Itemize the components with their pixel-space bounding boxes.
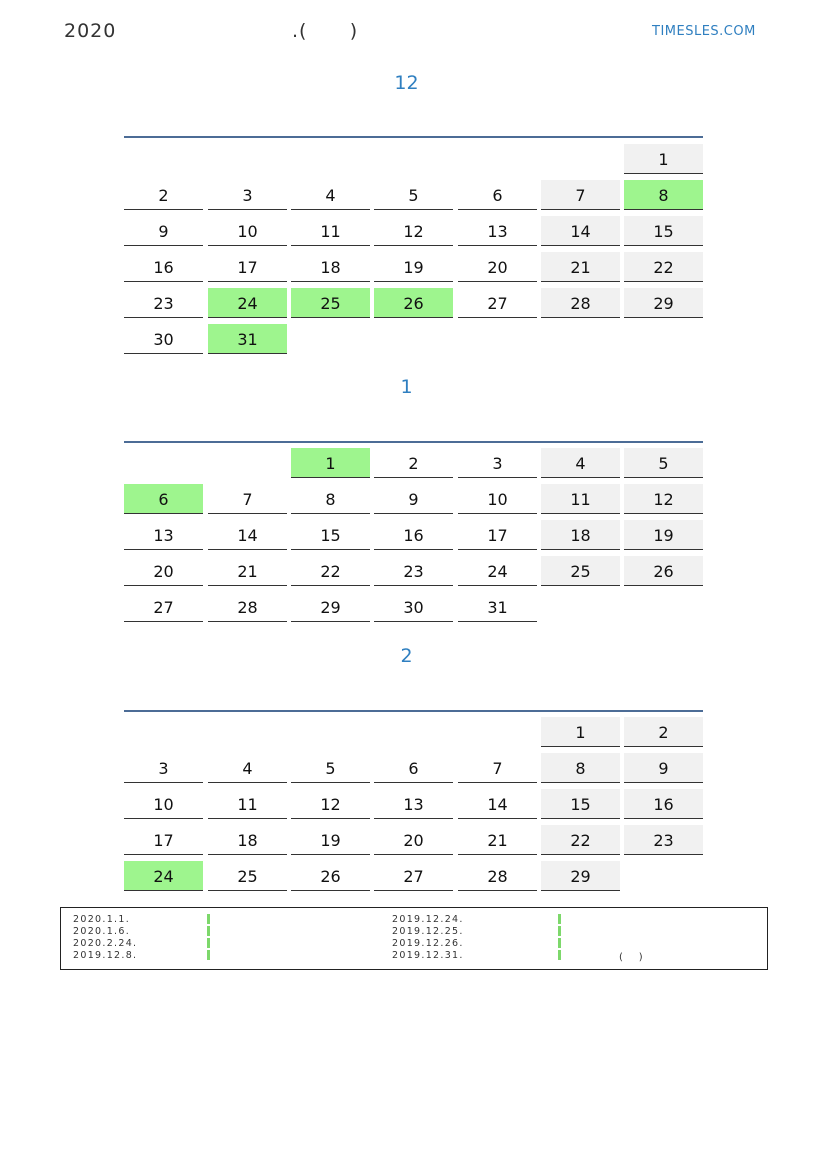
- calendar-day: 26: [624, 556, 703, 586]
- calendar-day: 8: [624, 180, 703, 210]
- calendar-day: 10: [124, 789, 203, 819]
- calendar-day: 19: [291, 825, 370, 855]
- calendar-day: 13: [124, 520, 203, 550]
- calendar-day: 16: [124, 252, 203, 282]
- calendar-day: 29: [541, 861, 620, 891]
- holiday-marker: [207, 914, 210, 924]
- month-title: 12: [394, 72, 419, 94]
- calendar-day: 11: [291, 216, 370, 246]
- calendar-day: 3: [124, 753, 203, 783]
- calendar-day: 19: [374, 252, 453, 282]
- calendar-day: 22: [541, 825, 620, 855]
- legend-date: 2019.12.26.: [392, 938, 464, 949]
- calendar-day: 2: [624, 717, 703, 747]
- month-rule: [124, 441, 703, 443]
- calendar-day: 14: [541, 216, 620, 246]
- calendar-day: 21: [208, 556, 287, 586]
- calendar-day: 17: [208, 252, 287, 282]
- calendar-day: 15: [291, 520, 370, 550]
- holiday-marker: [558, 926, 561, 936]
- holiday-marker: [207, 938, 210, 948]
- calendar-day: 1: [541, 717, 620, 747]
- calendar-day: 23: [124, 288, 203, 318]
- calendar-day: 7: [541, 180, 620, 210]
- calendar-day: 13: [374, 789, 453, 819]
- calendar-day: 4: [208, 753, 287, 783]
- calendar-day: 6: [124, 484, 203, 514]
- calendar-day: 18: [291, 252, 370, 282]
- calendar-day: 27: [374, 861, 453, 891]
- calendar-day: 21: [458, 825, 537, 855]
- calendar-day: 29: [291, 592, 370, 622]
- calendar-day: 28: [208, 592, 287, 622]
- calendar-day: 31: [208, 324, 287, 354]
- calendar-day: 24: [124, 861, 203, 891]
- calendar-day: 25: [208, 861, 287, 891]
- calendar-day: 5: [624, 448, 703, 478]
- calendar-day: 1: [291, 448, 370, 478]
- calendar-day: 28: [541, 288, 620, 318]
- calendar-day: 25: [291, 288, 370, 318]
- legend-date: 2020.1.1.: [73, 914, 131, 925]
- calendar-day: 9: [374, 484, 453, 514]
- calendar-day: 2: [124, 180, 203, 210]
- calendar-day: 17: [458, 520, 537, 550]
- calendar-day: 21: [541, 252, 620, 282]
- calendar-day: 31: [458, 592, 537, 622]
- calendar-day: 7: [208, 484, 287, 514]
- calendar-day: 11: [208, 789, 287, 819]
- calendar-day: 4: [291, 180, 370, 210]
- calendar-day: 24: [458, 556, 537, 586]
- calendar-day: 6: [374, 753, 453, 783]
- calendar-day: 9: [624, 753, 703, 783]
- calendar-day: 18: [541, 520, 620, 550]
- legend-date: 2019.12.31.: [392, 950, 464, 961]
- calendar-day: 23: [624, 825, 703, 855]
- month-rule: [124, 710, 703, 712]
- calendar-day: 11: [541, 484, 620, 514]
- calendar-day: 8: [541, 753, 620, 783]
- calendar-day: 3: [458, 448, 537, 478]
- holiday-marker: [558, 914, 561, 924]
- calendar-day: 4: [541, 448, 620, 478]
- calendar-day: 17: [124, 825, 203, 855]
- calendar-day: 28: [458, 861, 537, 891]
- calendar-day: 29: [624, 288, 703, 318]
- calendar-day: 24: [208, 288, 287, 318]
- calendar-day: 5: [374, 180, 453, 210]
- calendar-day: 27: [458, 288, 537, 318]
- calendar-day: 15: [541, 789, 620, 819]
- calendar-day: 15: [624, 216, 703, 246]
- calendar-day: 20: [124, 556, 203, 586]
- legend-date: 2020.2.24.: [73, 938, 138, 949]
- calendar-day: 10: [208, 216, 287, 246]
- calendar-day: 8: [291, 484, 370, 514]
- calendar-day: 10: [458, 484, 537, 514]
- calendar-day: 5: [291, 753, 370, 783]
- calendar-day: 25: [541, 556, 620, 586]
- holiday-marker: [558, 950, 561, 960]
- header-subtitle: .( ): [292, 20, 359, 42]
- holiday-marker: [207, 926, 210, 936]
- legend-note: ( ): [619, 952, 643, 963]
- calendar-day: 3: [208, 180, 287, 210]
- calendar-day: 6: [458, 180, 537, 210]
- calendar-day: 1: [624, 144, 703, 174]
- legend-date: 2020.1.6.: [73, 926, 131, 937]
- site-link[interactable]: TIMESLES.COM: [652, 24, 756, 39]
- calendar-day: 14: [208, 520, 287, 550]
- calendar-day: 16: [374, 520, 453, 550]
- calendar-day: 19: [624, 520, 703, 550]
- legend-date: 2019.12.25.: [392, 926, 464, 937]
- calendar-day: 23: [374, 556, 453, 586]
- legend-date: 2019.12.8.: [73, 950, 138, 961]
- calendar-day: 12: [374, 216, 453, 246]
- calendar-day: 2: [374, 448, 453, 478]
- calendar-day: 22: [291, 556, 370, 586]
- calendar-day: 26: [374, 288, 453, 318]
- calendar-day: 7: [458, 753, 537, 783]
- calendar-day: 12: [624, 484, 703, 514]
- month-title: 2: [400, 645, 413, 667]
- calendar-day: 9: [124, 216, 203, 246]
- holiday-legend: [60, 907, 768, 970]
- month-rule: [124, 136, 703, 138]
- calendar-day: 30: [374, 592, 453, 622]
- calendar-day: 26: [291, 861, 370, 891]
- calendar-day: 12: [291, 789, 370, 819]
- calendar-day: 27: [124, 592, 203, 622]
- holiday-marker: [558, 938, 561, 948]
- calendar-day: 14: [458, 789, 537, 819]
- calendar-day: 20: [458, 252, 537, 282]
- calendar-day: 20: [374, 825, 453, 855]
- legend-date: 2019.12.24.: [392, 914, 464, 925]
- calendar-day: 18: [208, 825, 287, 855]
- calendar-day: 22: [624, 252, 703, 282]
- header-year: 2020: [64, 20, 117, 42]
- calendar-day: 30: [124, 324, 203, 354]
- holiday-marker: [207, 950, 210, 960]
- calendar-day: 13: [458, 216, 537, 246]
- calendar-day: 16: [624, 789, 703, 819]
- month-title: 1: [400, 376, 413, 398]
